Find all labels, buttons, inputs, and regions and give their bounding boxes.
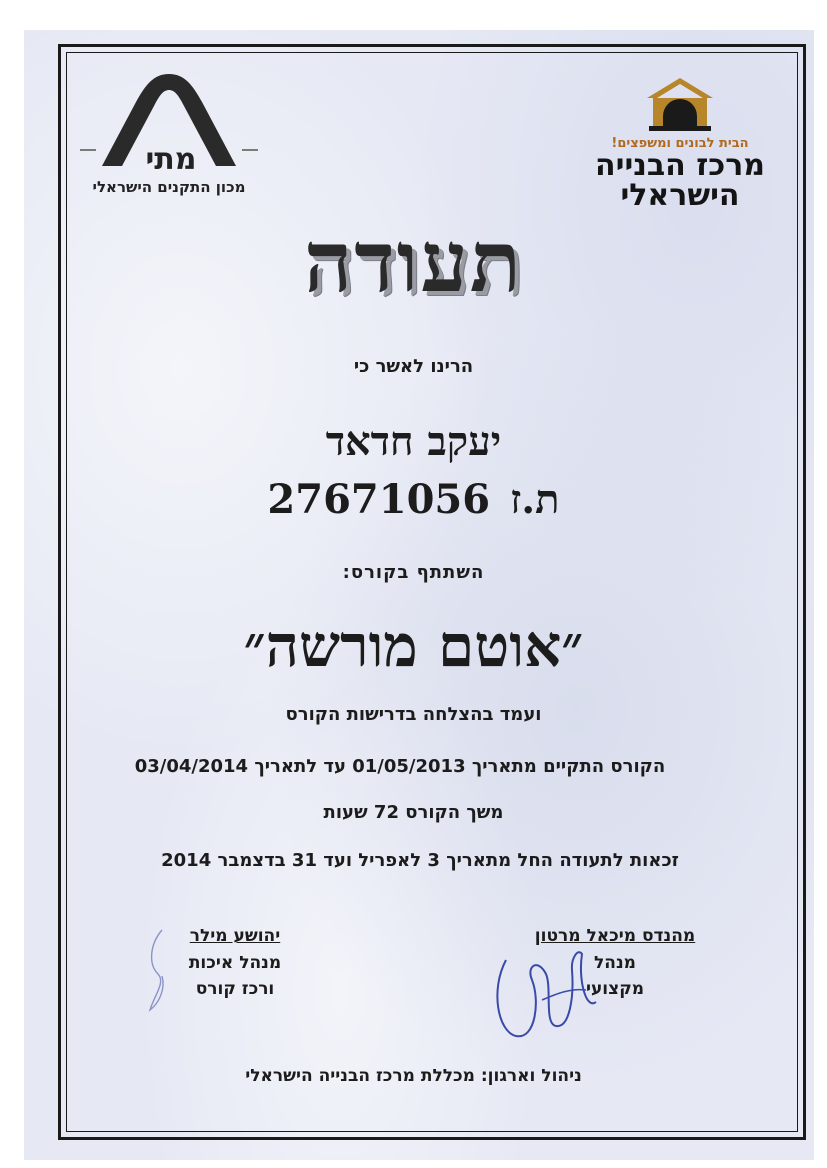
signer-name-right: מהנדס מיכאל מרטון (534, 926, 696, 946)
certificate-title: תעודה (304, 212, 523, 311)
id-number: 27671056 (267, 476, 491, 523)
id-line (0, 476, 827, 523)
mati-logo (74, 66, 264, 206)
handwritten-signature-right (486, 940, 606, 1050)
participated-label: השתתף בקורס: (342, 562, 485, 583)
house-arch-icon (645, 76, 715, 132)
signer-role-right-line1: מנהל (594, 953, 636, 973)
id-label: ת.ז (510, 476, 560, 523)
signer-role-left-line1: מנהל איכות (188, 953, 282, 973)
building-center-tagline: הבית לבונים ומשפצים! (611, 136, 749, 151)
building-center-logo (580, 76, 780, 216)
passed-text: ועמד בהצלחה בדרישות הקורס (285, 704, 542, 725)
signer-role-left-line2: ורכז קורס (195, 979, 275, 999)
course-name: ״אוטם מורשה״ (243, 612, 584, 680)
course-dates: הקורס התקיים מתאריך 01/05/2013 עד לתאריך 03/04/2014 (134, 756, 666, 777)
certificate-intro: הרינו לאשר כי (353, 356, 474, 377)
certificate-validity: זכאות לתעודה החל מתאריך 3 לאפריל ועד 31 בדצמבר 2014 (161, 850, 679, 871)
signer-name-left: יהושע מילר (189, 926, 281, 946)
recipient-name: יעקב חדאד (325, 418, 502, 465)
building-center-name-line2: הישראלי (620, 178, 740, 213)
handwritten-signature-left (136, 924, 186, 1024)
mati-logo-name: מתי (145, 142, 197, 177)
building-center-name-line1: מרכז הבנייה (595, 148, 765, 183)
signer-role-right-line2: מקצועי (585, 979, 645, 999)
organization-footer: ניהול וארגון: מכללת מרכז הבנייה הישראלי (245, 1066, 582, 1086)
mati-logo-subtitle: מכון התקנים הישראלי (92, 178, 246, 196)
course-duration: משך הקורס 72 שעות (323, 802, 504, 823)
